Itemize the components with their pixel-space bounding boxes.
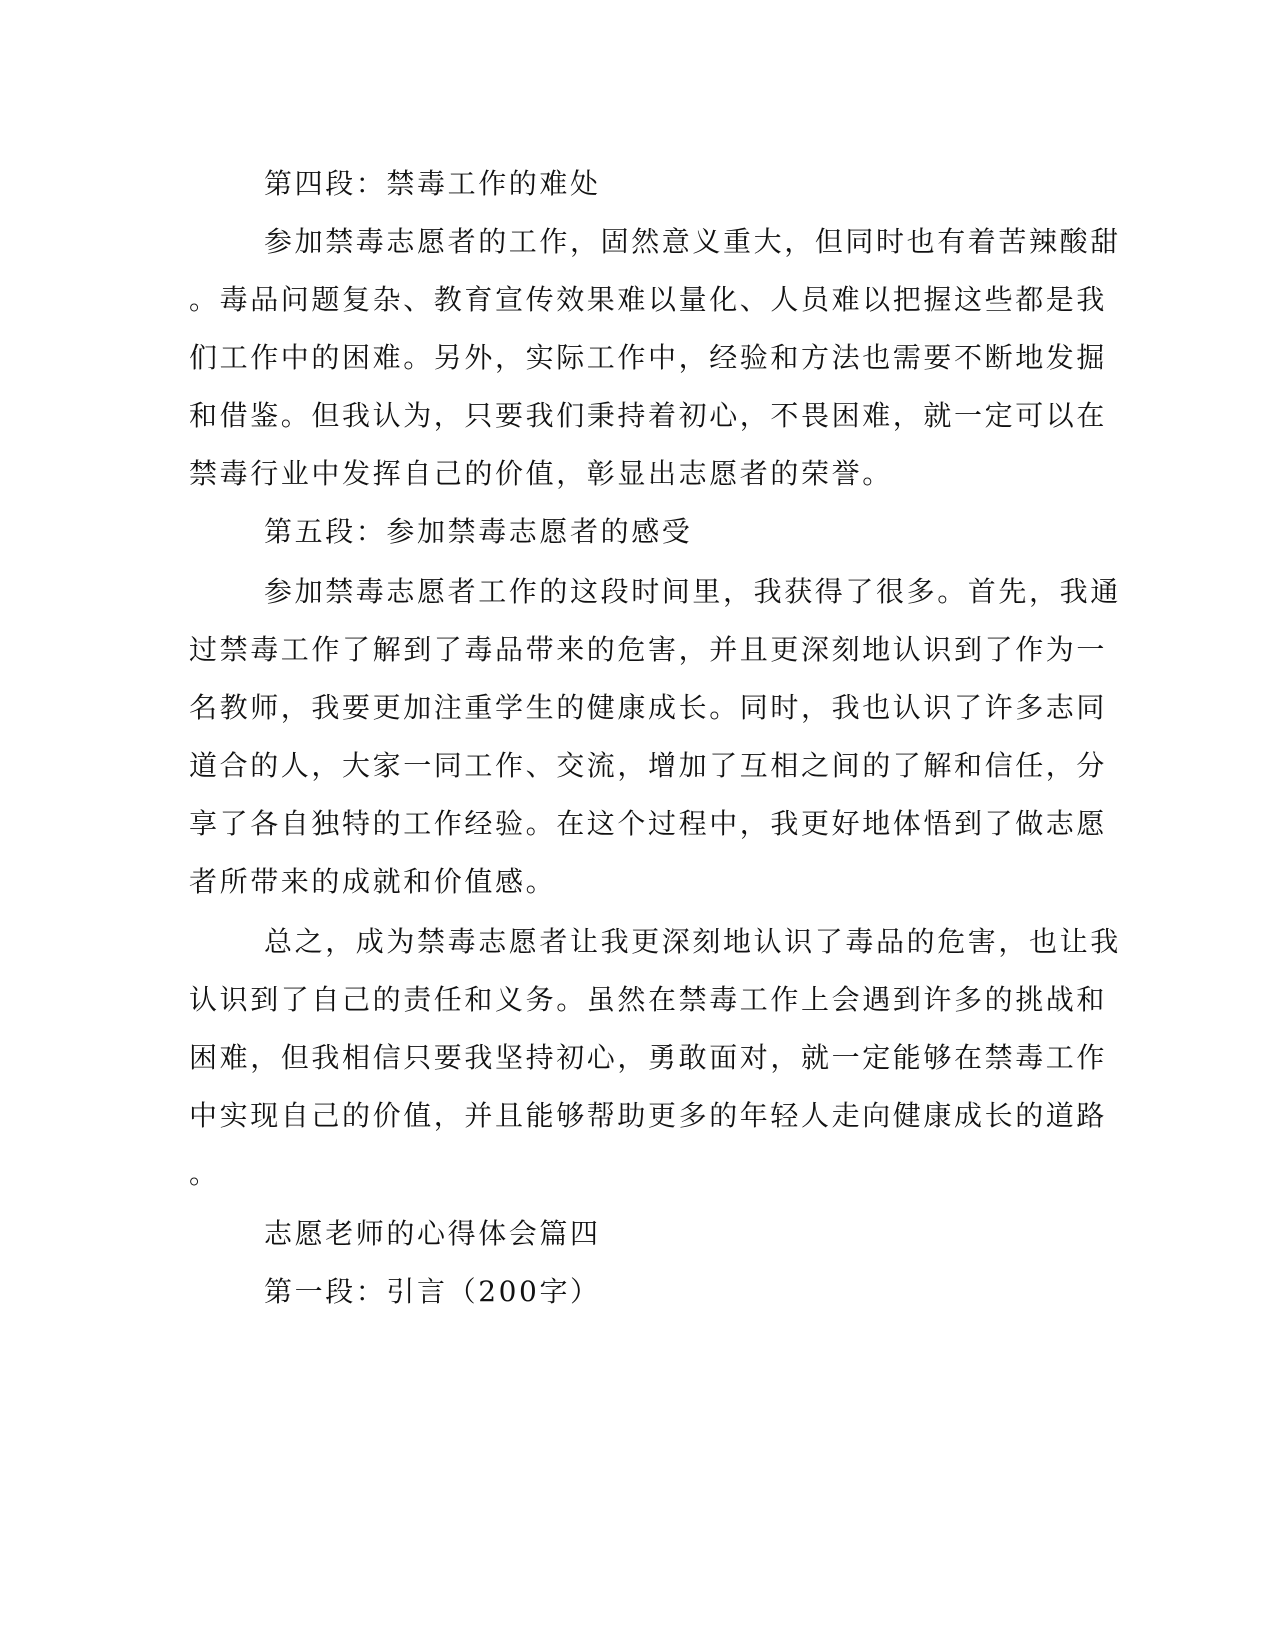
section-heading: 第一段：引言（200字） <box>264 1275 601 1308</box>
article-title: 志愿老师的心得体会篇四 <box>264 1217 601 1250</box>
paragraph-line: 。毒品问题复杂、教育宣传效果难以量化、人员难以把握这些都是我 <box>189 283 1108 316</box>
paragraph-line: 认识到了自己的责任和义务。虽然在禁毒工作上会遇到许多的挑战和 <box>189 983 1108 1016</box>
paragraph-line: 名教师，我要更加注重学生的健康成长。同时，我也认识了许多志同 <box>189 691 1108 724</box>
paragraph-line: 中实现自己的价值，并且能够帮助更多的年轻人走向健康成长的道路 <box>189 1099 1108 1132</box>
paragraph-line: 和借鉴。但我认为，只要我们秉持着初心，不畏困难，就一定可以在 <box>189 399 1108 432</box>
paragraph-line: 禁毒行业中发挥自己的价值，彰显出志愿者的荣誉。 <box>189 457 893 490</box>
section-heading: 第四段：禁毒工作的难处 <box>264 167 601 200</box>
paragraph-line: 。 <box>189 1157 220 1190</box>
paragraph-line: 享了各自独特的工作经验。在这个过程中，我更好地体悟到了做志愿 <box>189 807 1108 840</box>
paragraph-line: 过禁毒工作了解到了毒品带来的危害，并且更深刻地认识到了作为一 <box>189 633 1108 666</box>
paragraph-line: 者所带来的成就和价值感。 <box>189 865 557 898</box>
paragraph-line: 们工作中的困难。另外，实际工作中，经验和方法也需要不断地发掘 <box>189 341 1108 374</box>
paragraph-line: 道合的人，大家一同工作、交流，增加了互相之间的了解和信任，分 <box>189 749 1108 782</box>
section-heading: 第五段：参加禁毒志愿者的感受 <box>264 515 693 548</box>
paragraph-line: 困难，但我相信只要我坚持初心，勇敢面对，就一定能够在禁毒工作 <box>189 1041 1108 1074</box>
paragraph-line: 参加禁毒志愿者工作的这段时间里，我获得了很多。首先，我通 <box>264 575 1121 608</box>
paragraph-line: 总之，成为禁毒志愿者让我更深刻地认识了毒品的危害，也让我 <box>264 925 1121 958</box>
paragraph-line: 参加禁毒志愿者的工作，固然意义重大，但同时也有着苦辣酸甜 <box>264 225 1121 258</box>
